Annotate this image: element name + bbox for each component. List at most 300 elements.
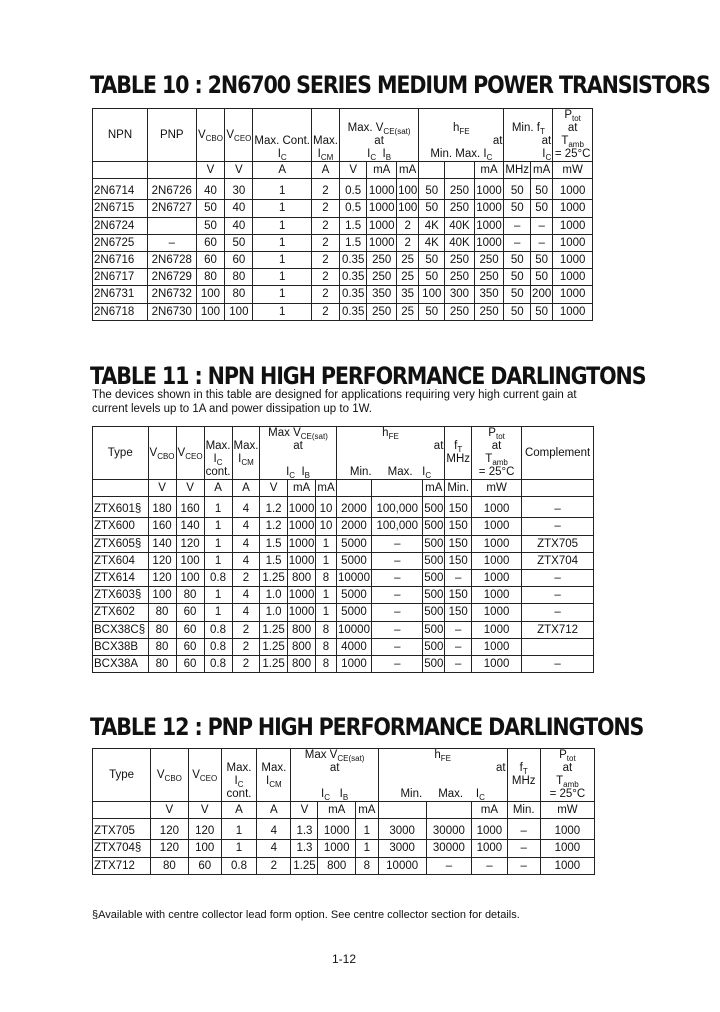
table-cell: 1000 [472,819,507,840]
table-cell: 250 [445,200,474,217]
th-ft: Min. $f_T$ at $I_C$ [504,109,553,162]
th-max-cont-ic: Max. Cont. $I_C$ [253,109,312,162]
table-row [93,286,593,303]
table-cell: 10000 [336,570,372,587]
table-cell: 250 [367,269,397,286]
table12-header-row [93,749,595,802]
table-cell: 8 [316,656,336,673]
table-cell: 0.8 [204,638,232,655]
table12-body [93,819,595,875]
table-cell: 4000 [336,638,372,655]
th-hfe: $h_{FE}$ at Min. Max. $I_C$ [378,749,507,802]
table-cell: 60 [196,234,225,251]
table-cell: 800 [318,857,355,874]
table-cell: 10 [316,497,336,518]
table-row [93,638,594,655]
table-cell: 1 [221,840,256,857]
th-vceo: $V_{CEO}$ [176,427,204,480]
table-cell: 30000 [426,819,472,840]
table12-title: TABLE 12 : PNP HIGH PERFORMANCE DARLINGTONS [90,713,644,741]
device-type-cell: ZTX712 [93,857,151,874]
unit-cell: V [291,802,318,819]
unit-cell: mA [474,162,504,179]
table-cell: – [372,604,423,621]
table-cell: 250 [474,303,504,320]
unit-cell [336,480,372,497]
table-cell: 4 [232,518,260,535]
unit-cell: mA [397,162,419,179]
unit-cell: mA [316,480,336,497]
table-cell: 50 [196,217,225,234]
table-cell: 1000 [474,200,504,217]
table-cell: 1.25 [260,656,287,673]
table-cell: 80 [148,604,176,621]
table-cell: 8 [316,638,336,655]
table-cell: 40 [196,179,225,200]
table-cell: 5000 [336,587,372,604]
table-cell: 80 [196,269,225,286]
table-cell: 1000 [472,638,522,655]
table-row [93,570,594,587]
table-cell: 120 [176,535,204,552]
table-cell: 0.35 [339,303,366,320]
table-row [93,857,595,874]
table-cell: 2N6726 [147,179,196,200]
table-cell: 40 [225,217,253,234]
table-cell: 250 [367,252,397,269]
device-type-cell: ZTX605§ [93,535,149,552]
table-cell: 2 [312,286,340,303]
table-cell: 1 [204,535,232,552]
device-type-cell: 2N6717 [93,269,148,286]
device-type-cell: ZTX602 [93,604,149,621]
table-cell: – [522,604,594,621]
table-cell: 2 [232,621,260,638]
table-cell: – [531,217,553,234]
th-hfe: $h_{FE}$ at Min. Max. $I_C$ [336,427,445,480]
table-row [93,234,593,251]
table-cell: 500 [423,518,445,535]
table-cell: 1 [221,819,256,840]
table-cell: 4 [232,604,260,621]
table-cell [147,217,196,234]
table-cell: – [372,535,423,552]
unit-cell: V [225,162,253,179]
table-cell: 1000 [472,570,522,587]
table-cell: 25 [397,252,419,269]
table-cell: 2 [312,269,340,286]
table-cell: 1.0 [260,604,287,621]
table-cell: 50 [531,179,553,200]
th-type: Type [93,749,151,802]
table-row [93,518,594,535]
device-type-cell: ZTX604 [93,552,149,569]
table-cell: 8 [316,621,336,638]
table-cell: 50 [419,252,445,269]
unit-cell [372,480,423,497]
table-cell: 160 [148,518,176,535]
table-cell: 250 [445,303,474,320]
table-cell: – [522,570,594,587]
th-max-ic: Max. $I_C$ cont. [204,427,232,480]
table-row [93,252,593,269]
table-cell: 1 [253,217,312,234]
table-cell: 1 [204,587,232,604]
table-cell: 350 [474,286,504,303]
table-row [93,604,594,621]
table-cell: 1 [253,303,312,320]
device-type-cell: ZTX601§ [93,497,149,518]
th-type: Type [93,427,149,480]
table-cell: 1 [253,200,312,217]
table-cell: 1.25 [291,857,318,874]
table-cell: – [507,819,540,840]
table-cell: 1000 [336,656,372,673]
th-hfe: $h_{FE}$ at Min. Max. $I_C$ [419,109,504,162]
table-cell: 500 [423,570,445,587]
table-cell: 120 [148,552,176,569]
th-vcbo: $V_{CBO}$ [151,749,188,802]
table-cell: 1000 [553,303,593,320]
table-cell: 150 [445,518,472,535]
table-cell: 1 [204,552,232,569]
unit-cell: A [253,162,312,179]
table-cell: 500 [423,656,445,673]
th-complement: Complement [522,427,594,480]
table-cell: 100 [397,200,419,217]
th-ptot: $P_{tot}$ at $T_{amb}$ = 25°C [553,109,593,162]
table-cell: 1.0 [260,587,287,604]
table-cell: 1000 [367,179,397,200]
table-cell: 10 [316,518,336,535]
table-cell: 1000 [287,552,316,569]
table-cell: 1.25 [260,621,287,638]
th-ft: $f_T$ MHz [445,427,472,480]
th-max-icm: Max. $I_{CM}$ [312,109,340,162]
table-cell: 1000 [553,286,593,303]
table-cell: – [522,656,594,673]
table-cell: ZTX712 [522,621,594,638]
table-cell: 100 [188,840,221,857]
table-cell: 120 [151,819,188,840]
unit-cell: MHz [504,162,531,179]
table-cell: 1.5 [339,234,366,251]
table-cell: 250 [367,303,397,320]
table-cell: 800 [287,570,316,587]
table-cell: 50 [419,303,445,320]
table-cell [522,638,594,655]
table-cell: 160 [176,497,204,518]
table-cell: 50 [504,286,531,303]
table-cell: ZTX704 [522,552,594,569]
table-cell: 30000 [426,840,472,857]
table-cell: 50 [196,200,225,217]
device-type-cell: ZTX614 [93,570,149,587]
table-cell: 8 [355,857,378,874]
table-cell: 1 [316,587,336,604]
unit-cell: mA [318,802,355,819]
unit-cell: mA [367,162,397,179]
device-type-cell: 2N6731 [93,286,148,303]
table-cell: 1000 [474,234,504,251]
table-cell: – [445,621,472,638]
table-cell: 2N6727 [147,200,196,217]
table-row [93,819,595,840]
table-cell: 80 [148,656,176,673]
device-type-cell: 2N6718 [93,303,148,320]
table-cell: 60 [225,252,253,269]
table-cell: 150 [445,552,472,569]
table-cell: – [445,656,472,673]
table-cell: 2 [232,570,260,587]
table-cell: 800 [287,638,316,655]
unit-cell: Min. [445,480,472,497]
table-cell: 60 [188,857,221,874]
table-cell: 80 [148,638,176,655]
table10-header-row [93,109,593,162]
unit-cell: A [257,802,291,819]
device-type-cell: ZTX600 [93,518,149,535]
table-cell: 25 [397,269,419,286]
table-cell: – [372,638,423,655]
table-cell: 50 [531,200,553,217]
unit-cell: A [221,802,256,819]
table-cell: 1 [204,604,232,621]
device-type-cell: 2N6724 [93,217,148,234]
table-cell: 1 [253,234,312,251]
table-cell: 800 [287,621,316,638]
device-type-cell: ZTX705 [93,819,151,840]
table-row [93,840,595,857]
device-type-cell: BCX38A [93,656,149,673]
table-cell: 120 [148,570,176,587]
device-type-cell: 2N6715 [93,200,148,217]
table-cell: 50 [419,179,445,200]
table-cell: 50 [504,252,531,269]
table-cell: 4 [257,819,291,840]
table-cell: – [426,857,472,874]
table-cell: 2000 [336,518,372,535]
table-cell: 500 [423,638,445,655]
table-cell: 2 [257,857,291,874]
unit-cell: mA [531,162,553,179]
table-cell: 1 [355,819,378,840]
table-cell: 0.8 [221,857,256,874]
table-cell: 1 [253,286,312,303]
th-vcesat: Max $V_{CE(sat)}$ at $I_C$ $I_B$ [291,749,378,802]
table-cell: 1000 [472,604,522,621]
table11-units-row [93,480,594,497]
table-cell: 60 [176,604,204,621]
th-ptot: $P_{tot}$ at $T_{amb}$ = 25°C [472,427,522,480]
device-type-cell: 2N6716 [93,252,148,269]
table-cell: 150 [445,587,472,604]
table-cell: 1000 [553,269,593,286]
table-cell: 1000 [540,840,594,857]
table-cell: 1000 [472,587,522,604]
unit-cell: V [260,480,287,497]
table-cell: 250 [445,269,474,286]
unit-cell: A [312,162,340,179]
unit-cell [426,802,472,819]
table-cell: 1000 [472,840,507,857]
table-cell: 300 [445,286,474,303]
table-cell: 80 [148,621,176,638]
table-cell: 2 [312,217,340,234]
table-cell: – [445,570,472,587]
table-row [93,217,593,234]
unit-cell: mW [553,162,593,179]
table-cell: 0.35 [339,286,366,303]
table-row [93,535,594,552]
table-cell: 800 [287,656,316,673]
table-cell: 40 [225,200,253,217]
table-cell: 180 [148,497,176,518]
table-cell: 1000 [553,234,593,251]
table-cell: 2000 [336,497,372,518]
table-cell: 4 [232,587,260,604]
th-vcbo: $V_{CBO}$ [148,427,176,480]
table10-body [93,179,593,321]
table10-title: TABLE 10 : 2N6700 SERIES MEDIUM POWER TRANSISTORS [90,71,710,99]
unit-cell: Min. [507,802,540,819]
table12-units-row [93,802,595,819]
table-cell: ZTX705 [522,535,594,552]
table-cell: 1.25 [260,638,287,655]
table-cell: 1.25 [260,570,287,587]
table-cell: 4 [257,840,291,857]
table-cell: 1000 [472,656,522,673]
table-cell: 1000 [472,621,522,638]
table-cell: 140 [148,535,176,552]
table-cell: 80 [176,587,204,604]
table-cell: 4 [232,497,260,518]
table-cell: 120 [151,840,188,857]
table-cell: 1000 [540,857,594,874]
table-cell: 1 [316,604,336,621]
page-number: 1-12 [332,952,357,966]
table-cell: 2N6729 [147,269,196,286]
table-row [93,552,594,569]
table-cell: 0.5 [339,179,366,200]
table-cell: – [531,234,553,251]
table-cell: 1 [253,269,312,286]
table-cell: – [504,217,531,234]
table-cell: 0.8 [204,656,232,673]
th-npn: NPN [93,109,148,162]
table-cell: 100 [176,552,204,569]
table-cell: 4 [232,552,260,569]
th-vcbo: $V_{CBO}$ [196,109,225,162]
table-cell: 120 [188,819,221,840]
table-cell: – [507,857,540,874]
table-cell: 50 [504,200,531,217]
table-cell: 250 [445,179,474,200]
table-cell: 250 [474,269,504,286]
unit-cell: mA [287,480,316,497]
table11 [92,426,594,673]
table-row [93,621,594,638]
table-row [93,303,593,320]
table-cell: 500 [423,587,445,604]
table-cell: 2 [312,234,340,251]
table-cell: 1000 [287,518,316,535]
table-cell: 80 [225,269,253,286]
table-cell: 50 [419,200,445,217]
table-row [93,200,593,217]
table-cell: 1000 [287,587,316,604]
table-cell: 1 [253,179,312,200]
table-cell: 1000 [472,518,522,535]
table-row [93,656,594,673]
table-cell: 250 [474,252,504,269]
unit-cell: V [196,162,225,179]
th-max-ic: Max. $I_C$ cont. [221,749,256,802]
table-cell: 1.5 [339,217,366,234]
th-ptot: $P_{tot}$ at $T_{amb}$ = 25°C [540,749,594,802]
table-cell: 2N6732 [147,286,196,303]
table-cell: 1.2 [260,497,287,518]
table-cell: 1000 [474,179,504,200]
table-cell: 3000 [378,819,426,840]
table-cell: 1.5 [260,535,287,552]
unit-cell: V [151,802,188,819]
table-row [93,269,593,286]
unit-cell [419,162,445,179]
table-cell: – [372,552,423,569]
table-cell: – [372,656,423,673]
table-cell: 100 [397,179,419,200]
th-ft: $f_T$ MHz [507,749,540,802]
table-cell: 1 [204,518,232,535]
table-cell: 0.5 [339,200,366,217]
table-cell: 250 [445,252,474,269]
table-cell: 25 [397,303,419,320]
th-vcesat: Max $V_{CE(sat)}$ at $I_C$ $I_B$ [260,427,336,480]
table-cell: 1.5 [260,552,287,569]
table-cell: 100,000 [372,497,423,518]
table10-units-row [93,162,593,179]
table-cell: 1000 [367,217,397,234]
table-cell: 1000 [287,604,316,621]
table11-intro: The devices shown in this table are designed for applications requiring very high current gain at current levels up to 1A and power dissipation up to 1W. [92,389,577,415]
table-cell: 1000 [474,217,504,234]
table-cell: 100 [176,570,204,587]
th-max-icm: Max. $I_{CM}$ [257,749,291,802]
table-cell: 100,000 [372,518,423,535]
device-type-cell: ZTX603§ [93,587,149,604]
table-row [93,587,594,604]
table-cell: 60 [176,638,204,655]
table-cell: 100 [225,303,253,320]
table-cell: 60 [176,656,204,673]
unit-cell: A [204,480,232,497]
table-cell: 0.35 [339,269,366,286]
table-cell: 1000 [553,252,593,269]
table-cell: – [522,518,594,535]
table-cell: 8 [316,570,336,587]
table11-title: TABLE 11 : NPN HIGH PERFORMANCE DARLINGTONS [90,362,646,390]
table-cell: 2 [397,234,419,251]
table-cell: 2N6730 [147,303,196,320]
table-cell: – [522,587,594,604]
table-cell: 100 [419,286,445,303]
table-cell: 4 [232,535,260,552]
table-cell: 50 [504,303,531,320]
th-vcesat: Max. $V_{CE(sat)}$ at $I_C$ $I_B$ [339,109,418,162]
table-cell: 0.8 [204,621,232,638]
table-cell: 3000 [378,840,426,857]
